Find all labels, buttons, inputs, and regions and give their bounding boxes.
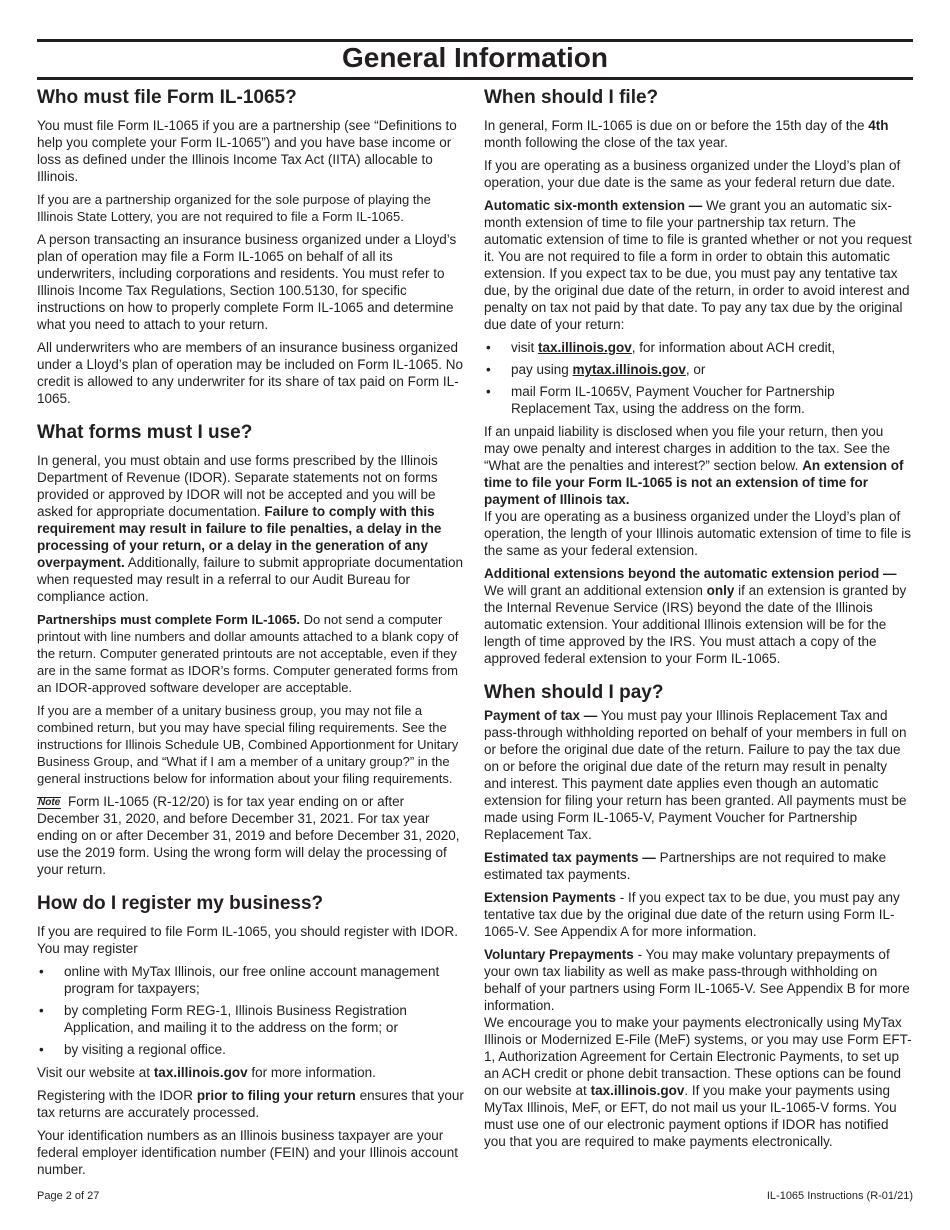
what-forms-p1: In general, you must obtain and use forms prescribed by the Illinois Department of Revenue (IDOR). Separate statements not on forms provided or approved by IDOR will not be accepted and you will be asked for appropriate documentation. Failure to comply with this requirement may result in failure to file penalties, a delay in the processing of your return, or a delay in the generation of any overpayment. Additionally, failure to submit appropriate documentation when requested may result in a referral to our Audit Bureau for compliance action. bbox=[37, 453, 463, 604]
tax-illinois-link[interactable]: tax.illinois.gov bbox=[153, 1065, 248, 1080]
when-pay-p5: We encourage you to make your payments electronically using MyTax Illinois or Modernized E-File (MeF) systems, or you may use Form EFT-1, Authorization Agreement for Certain Electronic Payments, to set up an ACH credit or phone debit transaction. These options can be found on our website at tax.illinois.gov. If you make your payments using MyTax Illinois, MeF, or EFT, do not mail us your IL-1065-V forms. You must use one of our electronic payment options if IDOR has notified you that you are required to make payments electronically. bbox=[484, 1015, 912, 1149]
what-forms-p2: Partnerships must complete Form IL-1065. Do not send a computer printout with line numbers and dollar amounts attached to a blank copy of the return. Computer generated printouts are not acceptable, even if they are in the same format as IDOR’s forms. Computer generated forms from an IDOR-approved software developer are acceptable. bbox=[37, 612, 459, 695]
mytax-illinois-link[interactable]: mytax.illinois.gov bbox=[572, 362, 686, 377]
heading-who-must-file: Who must file Form IL-1065? bbox=[37, 87, 297, 108]
who-must-file-p1: You must file Form IL-1065 if you are a partnership (see “Definitions to help you complete your Form IL-1065”) and you have base income or loss as defined under the Illinois Income Tax Act (IITA) allocable to Illinois. bbox=[37, 118, 457, 184]
section-who-must-file bbox=[37, 86, 465, 407]
tax-illinois-link[interactable]: tax.illinois.gov bbox=[590, 1083, 685, 1098]
when-file-p6: Additional extensions beyond the automatic extension period — We will grant an additional extension only if an extension is granted by the Internal Revenue Service (IRS) beyond the date of the Illinois automatic extension. Your additional Illinois extension will be for the length of time approved by the IRS. You must attach a copy of the approved federal extension to your Form IL-1065. bbox=[484, 566, 907, 666]
what-forms-note: Note Form IL-1065 (R-12/20) is for tax year ending on or after December 31, 2020, and before December 31, 2021. For tax year ending on or after December 31, 2019 and before December 31, 2020, use the 2019 form. Using the wrong form will delay the processing of your return. bbox=[37, 794, 460, 877]
register-p3: Registering with the IDOR prior to filing your return ensures that your tax returns are accurately processed. bbox=[37, 1088, 464, 1120]
payment-option: • visit tax.illinois.gov, for information about ACH credit, bbox=[484, 339, 912, 356]
when-file-p3: Automatic six-month extension — We grant you an automatic six-month extension of time to file your partnership tax return. The automatic extension of time to file is granted whether or not you request it. You are not required to file a form in order to obtain this automatic extension. If you expect tax to be due, you must pay any tentative tax due, by the original due date of the return, in order to avoid interest and penalty on tax not paid by that date. To pay any tax due by the original due date of your return: bbox=[484, 198, 912, 332]
when-file-p5: If you are operating as a business organized under the Lloyd’s plan of operation, the length of your Illinois automatic extension of time to file is the same as your federal extension. bbox=[484, 509, 911, 558]
when-pay-p2: Estimated tax payments — Partnerships are not required to make estimated tax payments. bbox=[484, 850, 887, 882]
section-when-pay bbox=[484, 681, 912, 1150]
right-column bbox=[484, 86, 912, 1156]
register-p1: If you are required to file Form IL-1065, you should register with IDOR. You may register bbox=[37, 924, 458, 956]
heading-when-file: When should I file? bbox=[484, 87, 659, 108]
when-file-p1: In general, Form IL-1065 is due on or before the 15th day of the 4th month following the close of the tax year. bbox=[484, 118, 889, 150]
payment-option: • mail Form IL-1065V, Payment Voucher for Partnership Replacement Tax, using the address on the form. bbox=[484, 383, 912, 417]
register-bullet: • by completing Form REG-1, Illinois Business Registration Application, and mailing it to the address on the form; or bbox=[37, 1002, 465, 1036]
heading-what-forms: What forms must I use? bbox=[37, 422, 253, 443]
who-must-file-p2: If you are a partnership organized for the sole purpose of playing the Illinois State Lottery, you are not required to file a Form IL-1065. bbox=[37, 192, 431, 224]
footer-form-id: IL-1065 Instructions (R-01/21) bbox=[766, 1190, 913, 1202]
left-column bbox=[37, 86, 465, 1184]
payment-options-list bbox=[484, 339, 912, 417]
what-forms-p3: If you are a member of a unitary business group, you may not file a combined return, but you may have special filing requirements. See the instructions for Illinois Schedule UB, Combined Apportionment for Unitary Business Group, and “What if I am a member of a unitary group?” in the general instructions below for information about your filing requirements. bbox=[37, 703, 459, 786]
register-bullet: • online with MyTax Illinois, our free online account management program for taxpayers; bbox=[37, 963, 465, 997]
when-file-p4: If an unpaid liability is disclosed when you file your return, then you may owe penalty and interest charges in addition to the tax. See the “What are the penalties and interest?” section below. An extension of time to file your Form IL-1065 is not an extension of time for payment of Illinois tax. bbox=[484, 424, 904, 507]
register-p4: Your identification numbers as an Illinois business taxpayer are your federal employer identification number (FEIN) and your Illinois account number. bbox=[37, 1128, 458, 1177]
when-pay-p4: Voluntary Prepayments - You may make voluntary prepayments of your own tax liability as well as make pass-through withholding on behalf of your partners using Form IL-1065-V. See Appendix B for more information. bbox=[484, 947, 910, 1013]
who-must-file-p4: All underwriters who are members of an insurance business organized under a Lloyd’s plan of operation may be included on Form IL-1065. No credit is allowed to any underwriter for its share of tax paid on Form IL-1065. bbox=[37, 340, 464, 406]
section-register bbox=[37, 892, 465, 1178]
when-file-p2: If you are operating as a business organized under the Lloyd’s plan of operation, your due date is the same as your federal return due date. bbox=[484, 158, 901, 190]
note-icon: Note bbox=[38, 797, 61, 808]
heading-when-pay: When should I pay? bbox=[484, 682, 664, 703]
footer-page-number: Page 2 of 27 bbox=[37, 1190, 100, 1202]
tax-illinois-link[interactable]: tax.illinois.gov bbox=[538, 340, 632, 355]
page-title: General Information bbox=[341, 42, 609, 73]
heading-register: How do I register my business? bbox=[37, 893, 324, 914]
register-p2: Visit our website at tax.illinois.gov for more information. bbox=[37, 1065, 376, 1080]
section-what-forms bbox=[37, 421, 465, 878]
when-pay-p3: Extension Payments - If you expect tax to be due, you must pay any tentative tax due by the original due date of the return using Form IL-1065-V. See Appendix A for more information. bbox=[484, 890, 900, 939]
payment-option: • pay using mytax.illinois.gov, or bbox=[484, 361, 912, 378]
register-bullet: • by visiting a regional office. bbox=[37, 1041, 465, 1058]
when-pay-p1: Payment of tax — You must pay your Illinois Replacement Tax and pass-through withholding reported on behalf of your members in full on or before the original due date of the return. Failure to pay the tax due on or before the original due date of the return may result in penalty and interest. This payment date applies even though an automatic extension for filing your return has been granted. All payments must be made using Form IL-1065-V, Payment Voucher for Partnership Replacement Tax. bbox=[484, 708, 907, 842]
section-when-file bbox=[484, 86, 912, 667]
register-bullet-list bbox=[37, 963, 465, 1058]
who-must-file-p3: A person transacting an insurance business organized under a Lloyd’s plan of operation may file a Form IL-1065 on behalf of all its underwriters, including corporations and residents. You must refer to Illinois Income Tax Regulations, Section 100.5130, for specific instructions on how to properly complete Form IL-1065 and determine what you need to attach to your return. bbox=[37, 232, 457, 332]
title-bottom-rule bbox=[37, 77, 913, 80]
